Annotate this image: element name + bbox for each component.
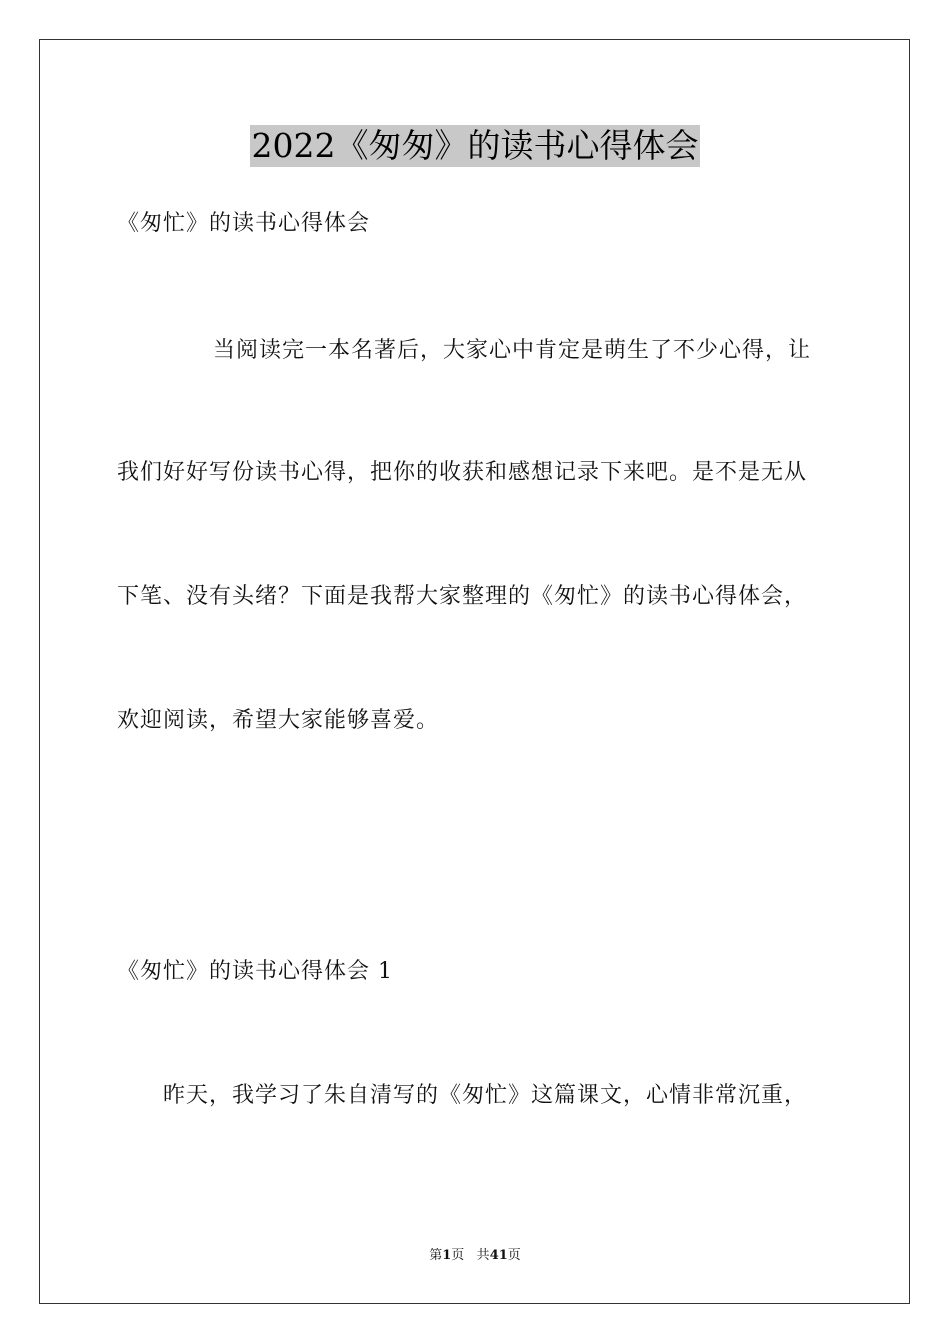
intro-line-1: 当阅读完一本名著后，大家心中肯定是萌生了不少心得，让	[213, 338, 812, 363]
intro-line-3: 下笔、没有头绪？下面是我帮大家整理的《匆忙》的读书心得体会，	[117, 584, 808, 609]
page-label-suffix: 页	[451, 1248, 465, 1263]
document-subtitle: 《匆忙》的读书心得体会	[117, 211, 371, 236]
title-container	[0, 125, 950, 167]
page-footer	[0, 1247, 950, 1265]
total-label-prefix: 共	[476, 1248, 490, 1263]
total-label-suffix: 页	[507, 1248, 521, 1263]
page-number: 1	[442, 1248, 452, 1263]
section-heading: 《匆忙》的读书心得体会 1	[117, 959, 393, 984]
section-paragraph-line-1: 昨天，我学习了朱自清写的《匆忙》这篇课文，心情非常沉重，	[163, 1083, 808, 1108]
total-pages: 41	[489, 1248, 508, 1263]
intro-line-4: 欢迎阅读，希望大家能够喜爱。	[117, 708, 440, 733]
intro-line-2: 我们好好写份读书心得，把你的收获和感想记录下来吧。是不是无从	[117, 460, 808, 485]
document-title: 2022《匆匆》的读书心得体会	[251, 126, 699, 165]
page-label-prefix: 第	[429, 1248, 443, 1263]
